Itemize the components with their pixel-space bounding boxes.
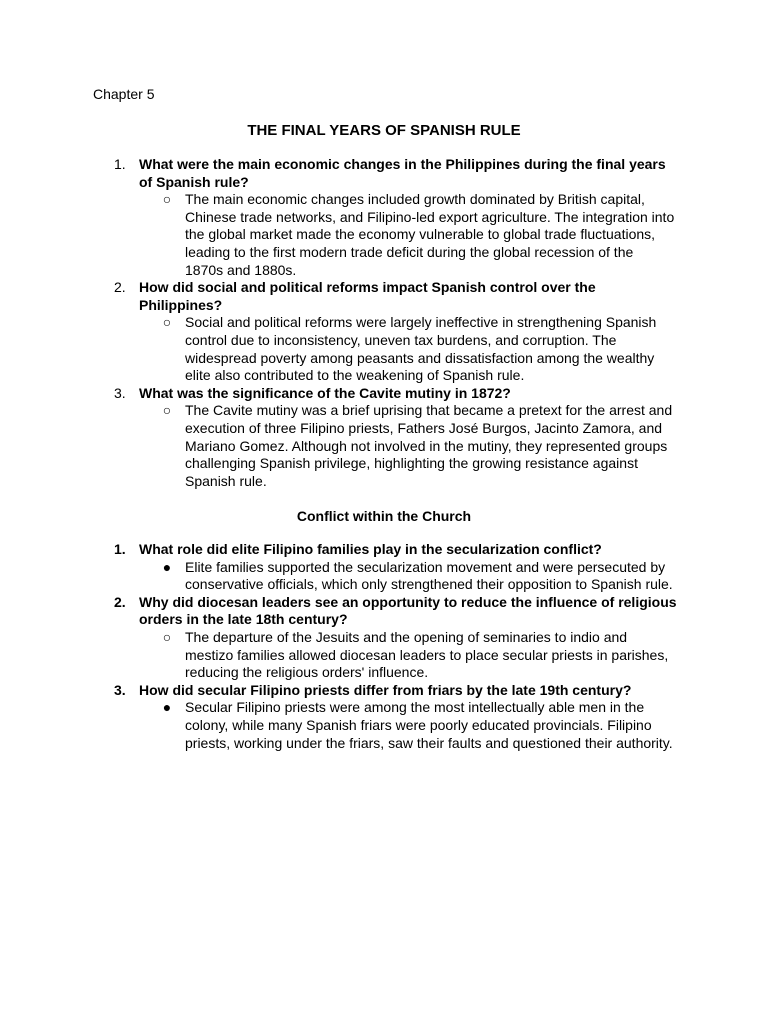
answer-text: The main economic changes included growth dominated by British capital, Chinese trade networks, and Filipino-led export agriculture. The integration into the global market made the economy vulnerable to global trade fluctuations, leading to the first modern trade deficit during the global recession of the 1870s and 1880s. — [185, 191, 675, 278]
chapter-label: Chapter 5 — [93, 86, 155, 102]
filled-bullet-icon: ● — [162, 558, 172, 575]
answer-item — [0, 191, 768, 279]
hollow-bullet-icon: ○ — [162, 191, 172, 208]
question-number: 3. — [114, 384, 126, 401]
answer-text: Secular Filipino priests were among the most intellectually able men in the colony, while many Spanish friars were poorly educated provincials. Filipino priests, working under the friars, saw their faults and questioned their authority. — [185, 699, 673, 751]
section-church-conflict — [0, 541, 768, 752]
answer-item — [0, 402, 768, 490]
question-text: Why did diocesan leaders see an opportunity to reduce the influence of religious orders in the late 18th century? — [139, 593, 677, 628]
answer-item — [0, 314, 768, 384]
question-number: 2. — [114, 593, 126, 610]
question-text: What were the main economic changes in the Philippines during the final years of Spanish rule? — [139, 156, 666, 190]
document-title: THE FINAL YEARS OF SPANISH RULE — [247, 122, 521, 139]
hollow-bullet-icon: ○ — [162, 628, 172, 645]
answer-text: The Cavite mutiny was a brief uprising that became a pretext for the arrest and execution of three Filipino priests, Fathers José Burgos, Jacinto Zamora, and Mariano Gomez. Although not involved in the mutiny, they represented groups challenging Spanish privilege, highlighting the growing resistance against Spanish rule. — [185, 402, 673, 489]
answer-text: Social and political reforms were largely ineffective in strengthening Spanish control due to inconsistency, uneven tax burdens, and corruption. The widespread poverty among peasants and dissatisfaction among the wealthy elite also contributed to the weakening of Spanish rule. — [185, 314, 657, 384]
question-item — [0, 682, 768, 700]
question-item — [0, 541, 768, 559]
question-number: 3. — [114, 681, 126, 698]
section-final-years — [0, 156, 768, 490]
answer-item — [0, 699, 768, 752]
question-text: How did secular Filipino priests differ from friars by the late 19th century? — [139, 681, 632, 698]
answer-item — [0, 629, 768, 682]
question-text: What was the significance of the Cavite mutiny in 1872? — [139, 384, 511, 401]
filled-bullet-icon: ● — [162, 699, 172, 716]
question-text: How did social and political reforms impact Spanish control over the Philippines? — [139, 279, 596, 313]
hollow-bullet-icon: ○ — [162, 314, 172, 331]
hollow-bullet-icon: ○ — [162, 402, 172, 419]
answer-item — [0, 559, 768, 594]
answer-text: The departure of the Jesuits and the opening of seminaries to indio and mestizo families allowed diocesan leaders to place secular priests in parishes, reducing the religious orders' influence. — [185, 628, 669, 681]
question-text: What role did elite Filipino families play in the secularization conflict? — [139, 541, 602, 557]
question-number: 1. — [114, 541, 126, 557]
question-item — [0, 594, 768, 629]
question-number: 2. — [114, 279, 126, 296]
question-item — [0, 385, 768, 403]
answer-text: Elite families supported the secularization movement and were persecuted by conservative officials, which only strengthened their opposition to Spanish rule. — [185, 558, 673, 593]
section-heading: Conflict within the Church — [296, 508, 472, 524]
question-item — [0, 279, 768, 314]
question-item — [0, 156, 768, 191]
question-number: 1. — [114, 156, 126, 172]
